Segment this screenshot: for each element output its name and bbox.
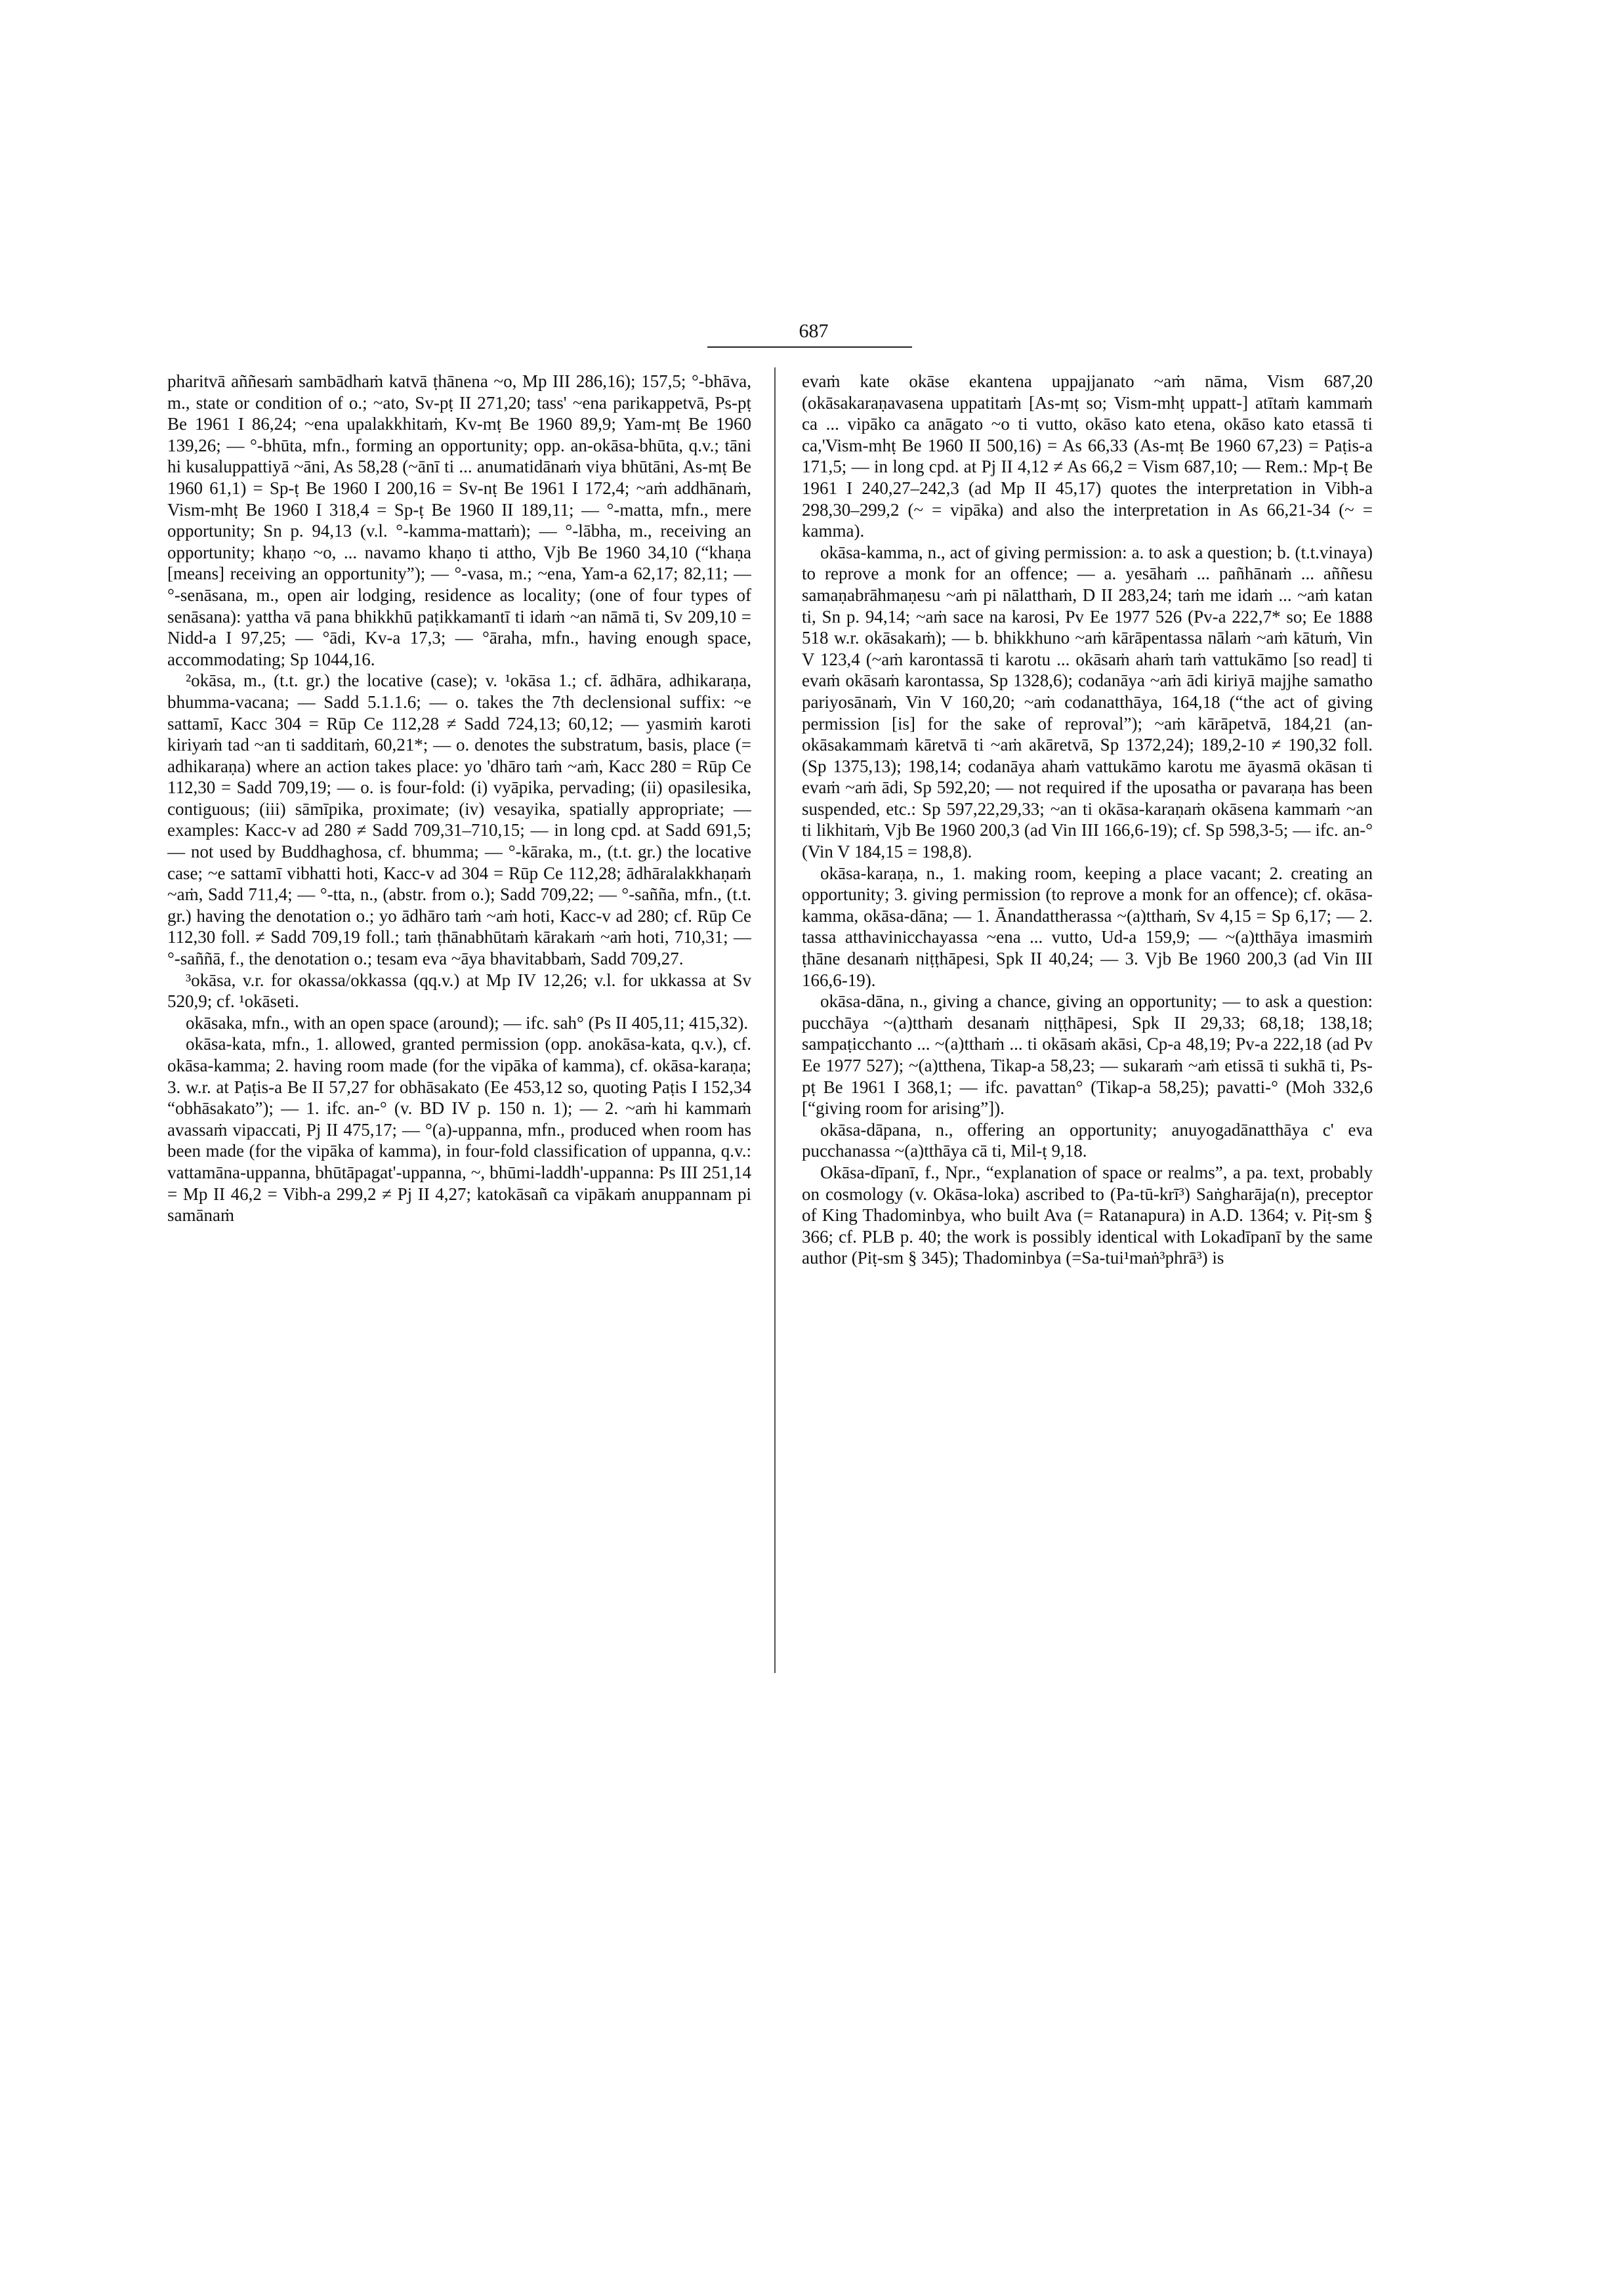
- page-number: 687: [799, 320, 829, 342]
- entry-okasa-dapana: okāsa-dāpana, n., offering an opportunity; anuyogadānatthāya c' eva pucchanassa ~(a)tthāya cā ti, Mil-ṭ 9,18.: [802, 1119, 1373, 1161]
- left-column: [167, 371, 751, 1735]
- right-column: [802, 371, 1373, 1735]
- entry-continuation: pharitvā aññesaṁ sambādhaṁ katvā ṭhānena ~o, Mp III 286,16); 157,5; °-bhāva, m., state or condition of o.; ~ato, Sv-pṭ II 271,20; tass' ~ena parikappetvā, Ps-pṭ Be 1961 I 86,24; ~ena upalakkhitaṁ, Kv-mṭ Be 1960 89,9; Yam-mṭ Be 1960 139,26; — °-bhūta, mfn., forming an opportunity; opp. an-okāsa-bhūta, q.v.; tāni hi kusaluppattiyā ~āni, As 58,28 (~ānī ti ... anumatidānaṁ viya bhūtāni, As-mṭ Be 1960 61,1) = Sp-ṭ Be 1960 I 200,16 = Sv-nṭ Be 1961 I 172,4; ~aṁ addhānaṁ, Vism-mhṭ Be 1960 I 318,4 = Sp-ṭ Be 1960 II 189,11; — °-matta, mfn., mere opportunity; Sn p. 94,13 (v.l. °-kamma-mattaṁ); — °-lābha, m., receiving an opportunity; khaṇo ~o, ... navamo khaṇo ti attho, Vjb Be 1960 34,10 (“khaṇa [means] receiving an opportunity”); — °-vasa, m.; ~ena, Yam-a 62,17; 82,11; — °-senāsana, m., open air lodging, residence as locality; (one of four types of senāsana): yattha vā pana bhikkhū paṭikkamantī ti idaṁ ~an nāmā ti, Sv 209,10 = Nidd-a I 97,25; — °ādi, Kv-a 17,3; — °āraha, mfn., having enough space, accommodating; Sp 1044,16.: [167, 371, 751, 669]
- entry-okasa-dana: okāsa-dāna, n., giving a chance, giving an opportunity; — to ask a question: pucchāya ~(a)tthaṁ desanaṁ niṭṭhāpesi, Spk II 29,33; 68,18; 138,18; sampaṭicchanto ... ~(a)tthaṁ ... ti okāsaṁ akāsi, Cp-a 48,19; Pv-a 222,18 (ad Pv Ee 1977 527); ~(a)tthena, Tikap-a 58,23; — sukaraṁ ~aṁ etissā ti sukhā ti, Ps-pṭ Be 1961 I 368,1; — ifc. pavattan° (Tikap-a 58,25); pavatti-° (Moh 332,6 [“giving room for arising”]).: [802, 991, 1373, 1119]
- entry-okasa-kata: okāsa-kata, mfn., 1. allowed, granted permission (opp. anokāsa-kata, q.v.), cf. okāsa-kamma; 2. having room made (for the vipāka of kamma), cf. okāsa-karaṇa; 3. w.r. at Paṭis-a Be II 57,27 for obhāsakato (Ee 453,12 so, quoting Paṭis I 152,34 “obhāsakato”); — 1. ifc. an-° (v. BD IV p. 150 n. 1); — 2. ~aṁ hi kammaṁ avassaṁ vipaccati, Pj II 475,17; — °(a)-uppanna, mfn., produced when room has been made (for the vipāka of kamma), in four-fold classification of uppanna, q.v.: vattamāna-uppanna, bhūtāpagat'-uppanna, ~, bhūmi-laddh'-uppanna: Ps III 251,14 = Mp II 46,2 = Vibh-a 299,2 ≠ Pj II 4,27; katokāsañ ca vipākaṁ anuppannam pi samānaṁ: [167, 1034, 751, 1226]
- entry-okasa-kamma: okāsa-kamma, n., act of giving permission: a. to ask a question; b. (t.t.vinaya) to reprove a monk for an offence; — a. yesāhaṁ ... pañhānaṁ ... aññesu samaṇabrāhmaṇesu ~aṁ pi nālatthaṁ, D II 283,24; taṁ me idaṁ ... ~aṁ katan ti, Sn p. 94,14; ~aṁ sace na karosi, Pv Ee 1977 526 (Pv-a 222,7* so; Ee 1888 518 w.r. okāsakaṁ); — b. bhikkhuno ~aṁ kārāpentassa nālaṁ ~aṁ kātuṁ, Vin V 123,4 (~aṁ karontassā ti karotu ... okāsaṁ ahaṁ taṁ vattukāmo [so read] ti evaṁ okāsaṁ karontassa, Sp 1328,6); codanāya ~aṁ ādi kiriyā majjhe samatho pariyosānaṁ, Vin V 160,20; ~aṁ codanatthāya, 164,18 (“the act of giving permission [is] for the sake of reproval”); ~aṁ kārāpetvā, 184,21 (an-okāsakammaṁ kāretvā ti ~aṁ akāretvā, Sp 1372,24); 189,2-10 ≠ 190,32 foll. (Sp 1375,13); 198,14; codanāya ahaṁ vattukāmo karotu me āyasmā okāsan ti evaṁ ~aṁ ādi, Sp 592,20; — not required if the uposatha or pavaraṇa has been suspended, etc.: Sp 597,22,29,33; ~an ti okāsa-karaṇaṁ okāsena kammaṁ ~an ti likhitaṁ, Vjb Be 1960 200,3 (ad Vin III 166,6-19); cf. Sp 598,3-5; — ifc. an-° (Vin V 184,15 = 198,8).: [802, 542, 1373, 862]
- entry-okasa-3: ³okāsa, v.r. for okassa/okkassa (qq.v.) at Mp IV 12,26; v.l. for ukkassa at Sv 520,9; cf. ¹okāseti.: [167, 970, 751, 1012]
- column-divider: [774, 367, 776, 1673]
- entry-continuation-right: evaṁ kate okāse ekantena uppajjanato ~aṁ nāma, Vism 687,20 (okāsakaraṇavasena uppatitaṁ [As-mṭ so; Vism-mhṭ uppatt-] atītaṁ kammaṁ ca ... vipāko ca anāgato ~o ti vutto, okāso kato etena, okāso kato etassā ti ca,'Vism-mhṭ Be 1960 II 500,16) = As 66,33 (As-mṭ Be 1960 67,23) = Paṭis-a 171,5; — in long cpd. at Pj II 4,12 ≠ As 66,2 = Vism 687,10; — Rem.: Mp-ṭ Be 1961 I 240,27–242,3 (ad Mp II 45,17) quotes the interpretation in Vibh-a 298,30–299,2 (~ = vipāka) and also the interpretation in As 66,21-34 (~ = kamma).: [802, 371, 1373, 541]
- entry-okasa-dipani: Okāsa-dīpanī, f., Npr., “explanation of space or realms”, a pa. text, probably on cosmology (v. Okāsa-loka) ascribed to (Pa-tū-krī³) Saṅgharāja(n), preceptor of King Thadominbya, who built Ava (= Ratanapura) in A.D. 1364; v. Piṭ-sm § 366; cf. PLB p. 40; the work is possibly identical with Lokadīpanī by the same author (Piṭ-sm § 345); Thadominbya (=Sa-tui¹maṅ³phrā³) is: [802, 1162, 1373, 1268]
- entry-okasaka: okāsaka, mfn., with an open space (around); — ifc. sah° (Ps II 405,11; 415,32).: [186, 1012, 749, 1033]
- header-rule: [707, 346, 912, 348]
- entry-okasa-2: ²okāsa, m., (t.t. gr.) the locative (case); v. ¹okāsa 1.; cf. ādhāra, adhikaraṇa, bhumma-vacana; — Sadd 5.1.1.6; — o. takes the 7th declensional suffix: ~e sattamī, Kacc 304 = Rūp Ce 112,28 ≠ Sadd 724,13; 60,12; — yasmiṁ karoti kiriyaṁ tad ~an ti sadditaṁ, 60,21*; — o. denotes the substratum, basis, place (= adhikaraṇa) where an action takes place: yo 'dhāro taṁ ~aṁ, Kacc 280 = Rūp Ce 112,30 = Sadd 709,19; — o. is four-fold: (i) vyāpika, pervading; (ii) opasilesika, contiguous; (iii) sāmīpika, proximate; (iv) vesayika, spatially appropriate; — examples: Kacc-v ad 280 ≠ Sadd 709,31–710,15; — in long cpd. at Sadd 691,5; — not used by Buddhaghosa, cf. bhumma; — °-kāraka, m., (t.t. gr.) the locative case; ~e sattamī vibhatti hoti, Kacc-v ad 304 = Rūp Ce 112,28; ādhāralakkhaṇaṁ ~aṁ, Sadd 711,4; — °-tta, n., (abstr. from o.); Sadd 709,22; — °-sañña, mfn., (t.t. gr.) having the denotation o.; yo ādhāro taṁ ~aṁ hoti, Kacc-v ad 280; cf. Rūp Ce 112,30 foll. ≠ Sadd 709,19 foll.; taṁ ṭhānabhūtaṁ kārakaṁ ~aṁ hoti, 710,31; — °-saññā, f., the denotation o.; tesam eva ~āya bhavitabbaṁ, Sadd 709,27.: [167, 671, 751, 969]
- entry-okasa-karana: okāsa-karaṇa, n., 1. making room, keeping a place vacant; 2. creating an opportunity; 3. giving permission (to reprove a monk for an offence); cf. okāsa-kamma, okāsa-dāna; — 1. Ānandattherassa ~(a)tthaṁ, Sv 4,15 = Sp 6,17; — 2. tassa atthavinicchayassa ~ena ... vutto, Ud-a 159,9; — ~(a)tthāya imasmiṁ ṭhāne desanaṁ niṭṭhāpesi, Spk II 40,24; — 3. Vjb Be 1960 200,3 (ad Vin III 166,6-19).: [802, 863, 1373, 990]
